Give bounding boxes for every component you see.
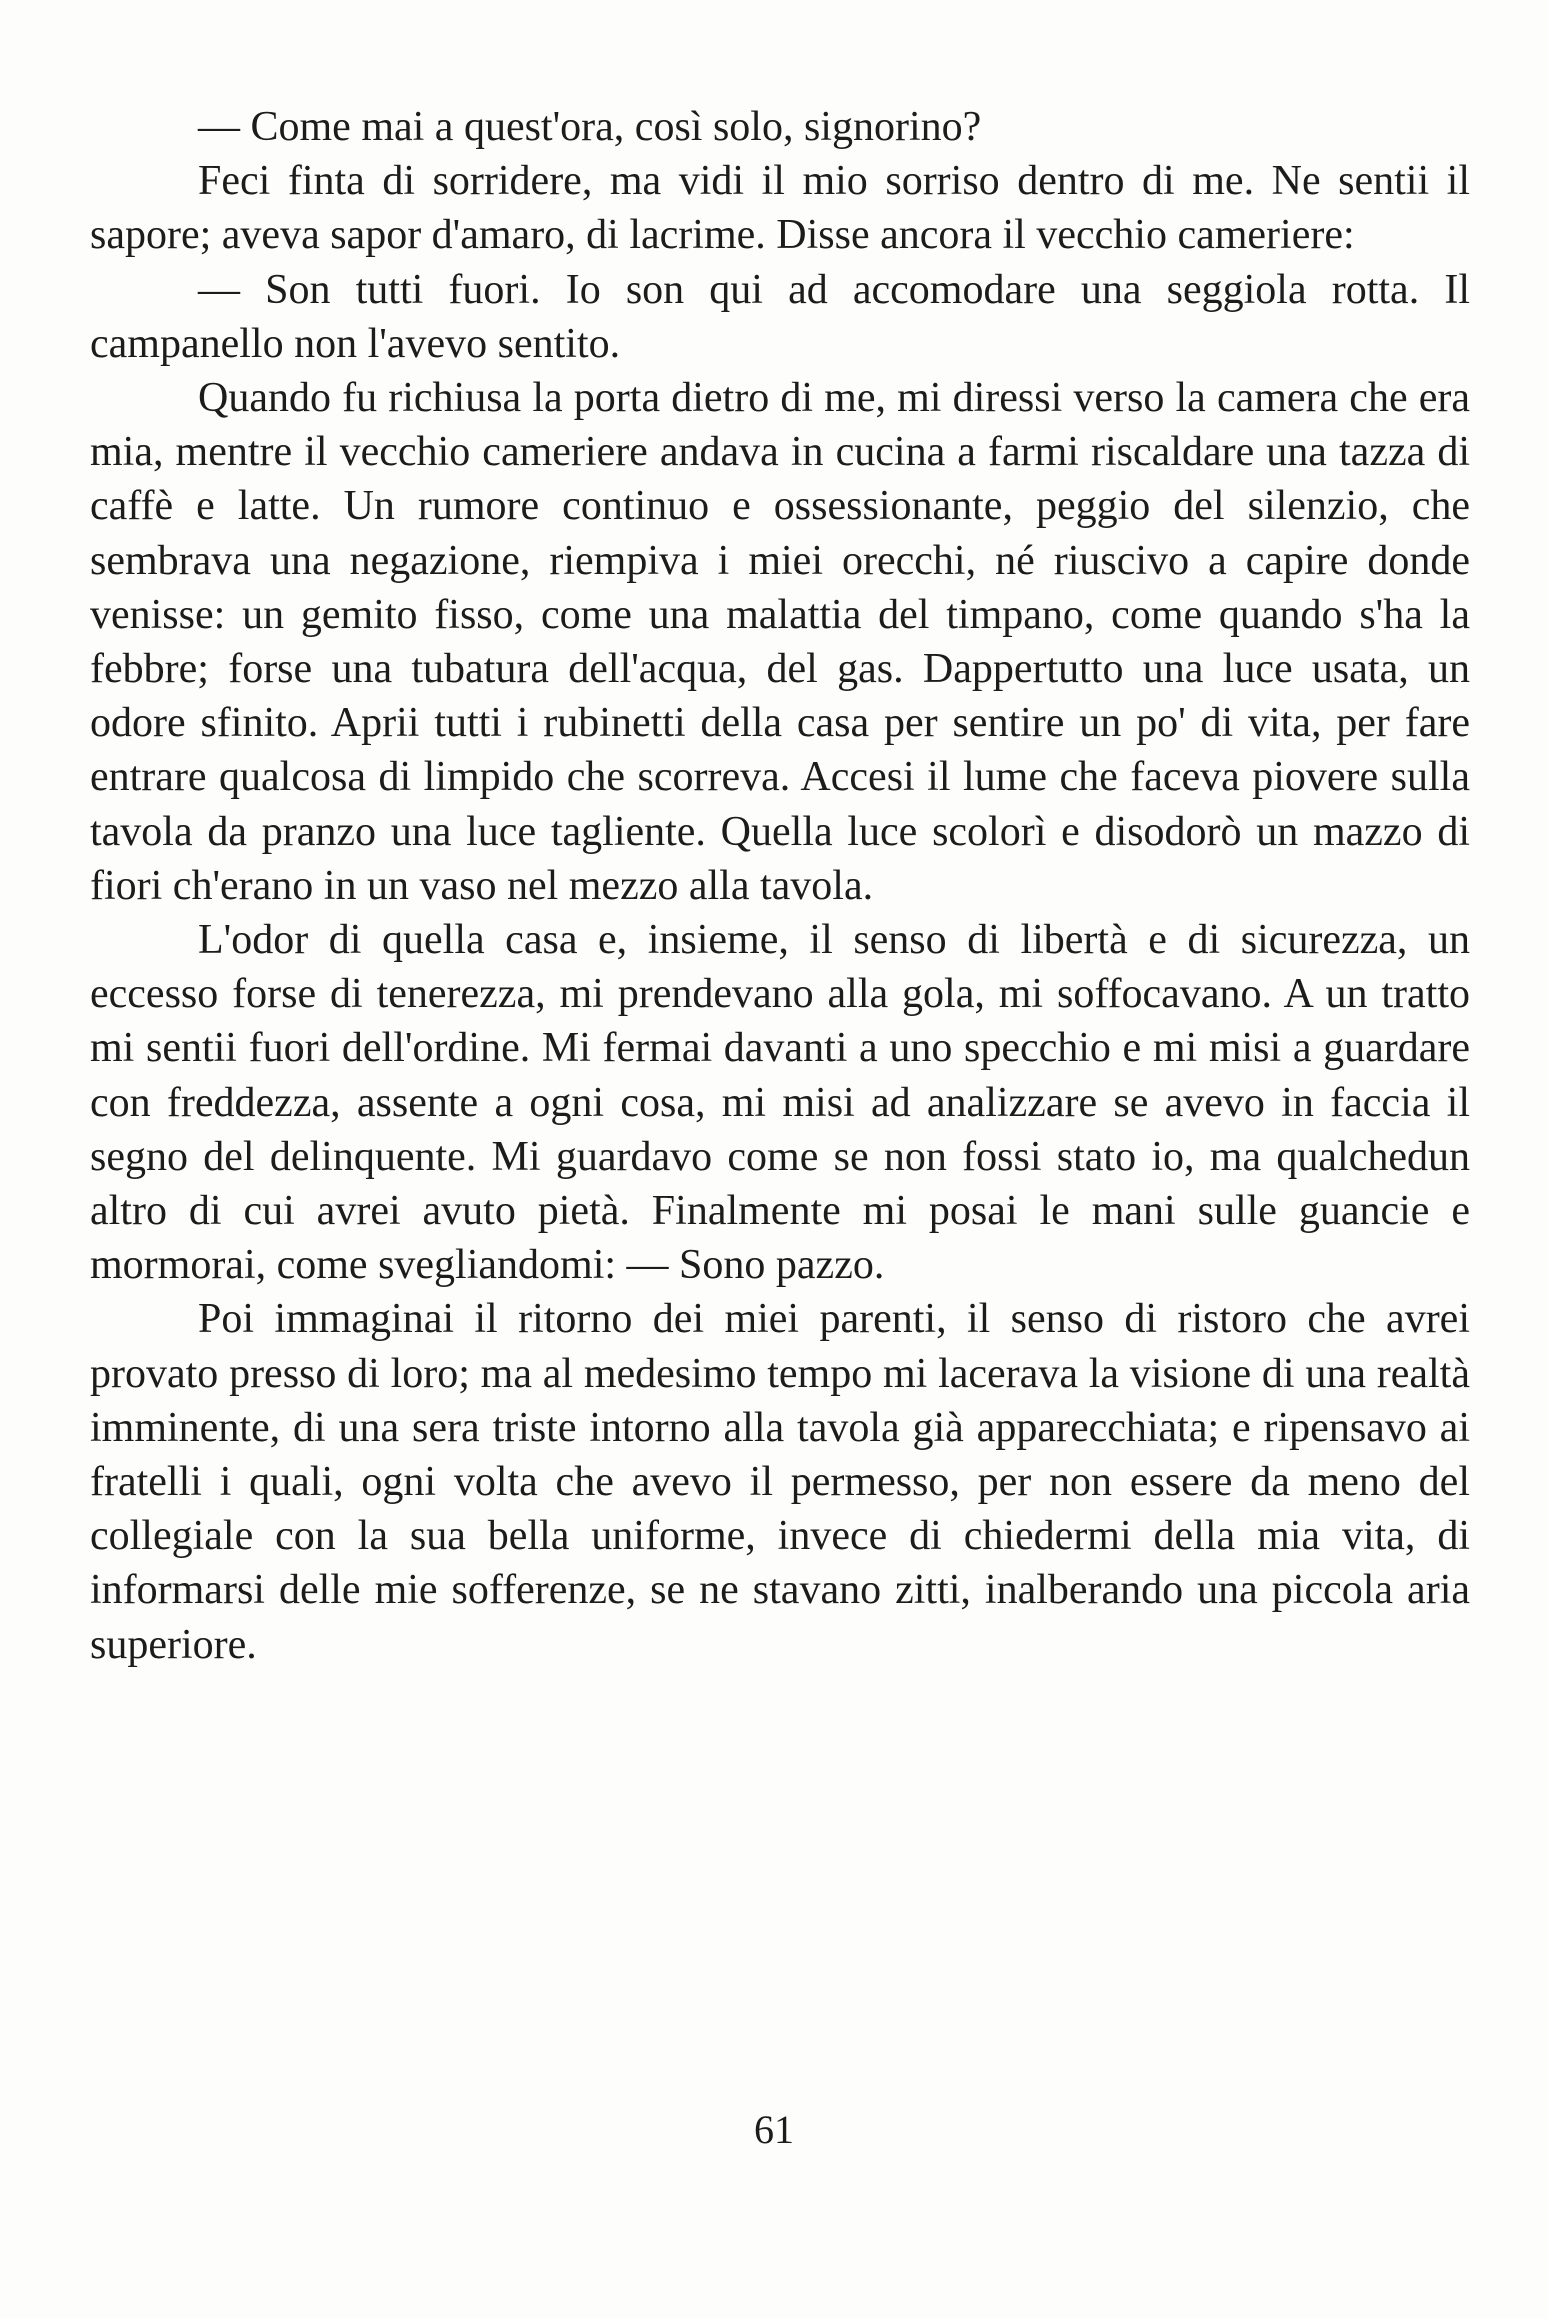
paragraph: Feci finta di sorridere, ma vidi il mio sorriso dentro di me. Ne sentii il sapore; aveva sapor d'amaro, di lacrime. Disse ancora il vecchio cameriere: bbox=[90, 158, 1470, 259]
body-text bbox=[90, 100, 1470, 1672]
paragraph: Quando fu richiusa la porta dietro di me, mi diressi verso la camera che era mia, mentre il vecchio cameriere andava in cucina a farmi riscaldare una tazza di caffè e latte. Un rumore continuo e ossessionante, peggio del silenzio, che sembrava una negazione, riempiva i miei orecchi, né riuscivo a capire donde venisse: un gemito fisso, come una malattia del timpano, come quando s'ha la febbre; forse una tubatura dell'acqua, del gas. Dappertutto una luce usata, un odore sfinito. Aprii tutti i rubinetti della casa per sentire un po' di vita, per fare entrare qualcosa di limpido che scorreva. Accesi il lume che faceva piovere sulla tavola da pranzo una luce tagliente. Quella luce scolorì e disodorò un mazzo di fiori ch'erano in un vaso nel mezzo alla tavola. bbox=[90, 375, 1470, 909]
paragraph: Poi immaginai il ritorno dei miei parenti, il senso di ristoro che avrei provato presso di loro; ma al medesimo tempo mi lacerava la visione di una realtà imminente, di una sera triste intorno alla tavola già apparecchiata; e ripensavo ai fratelli i quali, ogni volta che avevo il permesso, per non essere da meno del collegiale con la sua bella uniforme, invece di chiedermi della mia vita, di informarsi delle mie sofferenze, se ne stavano zitti, inalberando una piccola aria superiore. bbox=[90, 1296, 1470, 1668]
paragraph: — Son tutti fuori. Io son qui ad accomodare una seggiola rotta. Il campanello non l'avevo sentito. bbox=[90, 266, 1470, 367]
page-number: 61 bbox=[754, 2107, 794, 2152]
paragraph: — Come mai a quest'ora, così solo, signorino? bbox=[198, 104, 982, 150]
paragraph: L'odor di quella casa e, insieme, il senso di libertà e di sicurezza, un eccesso forse di tenerezza, mi prendevano alla gola, mi soffocavano. A un tratto mi sentii fuori dell'ordine. Mi fermai davanti a uno specchio e mi misi a guardare con freddezza, assente a ogni cosa, mi misi ad analizzare se avevo in faccia il segno del delinquente. Mi guardavo come se non fossi stato io, ma qualchedun altro di cui avrei avuto pietà. Finalmente mi posai le mani sulle guancie e mormorai, come svegliandomi: — Sono pazzo. bbox=[90, 917, 1470, 1289]
